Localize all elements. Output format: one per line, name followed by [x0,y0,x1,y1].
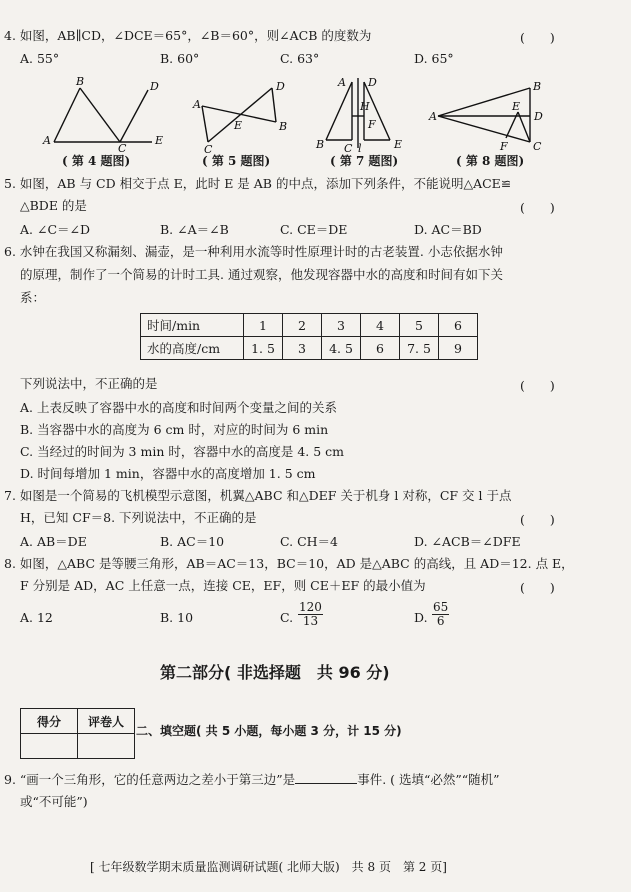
fig7-label-h: H [360,100,370,113]
section-2-title: 第二部分( 非选择题 共 96 分) [160,663,390,682]
fig7-label-d: D [368,76,377,89]
q5-option-c: C. CE＝DE [280,222,348,237]
grader-cell [78,734,135,759]
q7-line2: H，已知 CF＝8. 下列说法中，不正确的是 [20,510,257,525]
fig8-label-a: A [429,110,437,123]
q7-line1: 7. 如图是一个简易的飞机模型示意图，机翼△ABC 和△DEF 关于机身 l 对称，CF 交 l 于点 [4,488,512,503]
fraction-numerator: 65 [433,600,449,614]
table-row [21,709,135,734]
q6-line1: 6. 水钟在我国又称漏刻、漏壶，是一种利用水流等时性原理计时的古老装置. 小志依据水钟 [4,244,503,259]
fig5-label-a: A [193,98,201,111]
fig4-label-a: A [43,134,51,147]
table-cell: 7. 5 [400,337,439,360]
fig7-label-a: A [338,76,346,89]
q7-option-c: C. CH＝4 [280,534,338,549]
q5-option-b: B. ∠A＝∠B [160,222,229,237]
q4-option-d: D. 65° [414,51,454,66]
q5-paren: ( ) [520,200,555,215]
figure-7 [310,76,410,155]
fig4-label-b: B [76,75,85,88]
table-cell: 4 [361,314,400,337]
q9-answer-blank [295,771,357,784]
q8-fraction-c [298,601,323,628]
figure-8 [430,78,550,152]
q5-line2: △BDE 的是 [20,198,87,213]
grader-label: 评卷人 [78,709,135,734]
fig8-label-e: E [512,100,521,113]
q4-stem: 4. 如图，AB∥CD，∠DCE＝65°，∠B＝60°，则∠ACB 的度数为 [4,28,372,43]
q9-post: 事件. ( 选填“必然”“随机” [357,772,500,787]
table-cell: 9 [439,337,478,360]
q4-option-c: C. 63° [280,51,320,66]
q8-fraction-d [432,601,449,628]
q9-pre: 9. “画一个三角形，它的任意两边之差小于第三边”是 [4,772,296,787]
fig4-label-e: E [155,134,164,147]
q8-option-d: D. [414,610,428,625]
table-header-height: 水的高度/cm [141,337,244,360]
q6-option-a: A. 上表反映了容器中水的高度和时间两个变量之间的关系 [20,400,337,415]
q8-line1: 8. 如图，△ABC 是等腰三角形，AB＝AC＝13，BC＝10，AD 是△ABC 的高线，且 AD＝12. 点 E， [4,556,574,571]
q8-option-b: B. 10 [160,610,194,625]
q4-paren: ( ) [520,30,555,45]
q7-paren: ( ) [520,512,555,527]
fig5-label-e: E [234,119,243,132]
fill-in-section-title: 二、填空题( 共 5 小题，每小题 3 分，计 15 分) [136,724,402,738]
fig8-label-f: F [500,140,508,153]
q6-paren: ( ) [520,378,555,393]
fig8-label-c: C [533,140,542,153]
q6-line3: 系： [20,290,46,305]
q8-option-a: A. 12 [20,610,53,625]
fig5-caption: ( 第 5 题图) [202,154,271,168]
score-box [20,708,135,759]
fig4-label-d: D [150,80,159,93]
q6-option-c: C. 当经过的时间为 3 min 时，容器中水的高度是 4. 5 cm [20,444,344,459]
fig8-label-d: D [534,110,543,123]
q8-paren: ( ) [520,580,555,595]
fig5-label-c: C [204,143,213,156]
table-cell: 1. 5 [244,337,283,360]
q9-line2: 或“不可能”) [20,794,88,809]
fig4-label-c: C [118,142,127,155]
fig7-label-b: B [316,138,325,151]
score-label: 得分 [21,709,78,734]
q9-line1 [4,771,500,788]
q6-option-b: B. 当容器中水的高度为 6 cm 时，对应的时间为 6 min [20,422,329,437]
fig5-label-d: D [276,80,285,93]
table-cell: 4. 5 [322,337,361,360]
fig4-caption: ( 第 4 题图) [62,154,131,168]
fig7-label-f: F [368,118,376,131]
table-cell: 6 [361,337,400,360]
fig8-caption: ( 第 8 题图) [456,154,525,168]
table-row [141,337,478,360]
fraction-denominator: 13 [302,614,319,628]
table-cell: 5 [400,314,439,337]
fig5-label-b: B [279,120,288,133]
q6-prompt: 下列说法中，不正确的是 [20,376,158,391]
figure-4 [40,75,170,155]
q5-line1: 5. 如图，AB 与 CD 相交于点 E，此时 E 是 AB 的中点，添加下列条件，不能说明△ACE≌ [4,176,512,191]
q5-option-d: D. AC＝BD [414,222,482,237]
q8-option-c: C. [280,610,294,625]
q4-option-b: B. 60° [160,51,200,66]
q7-option-d: D. ∠ACB＝∠DFE [414,534,521,549]
q8-line2: F 分别是 AD，AC 上任意一点，连接 CE，EF，则 CE＋EF 的最小值为 [20,578,426,593]
table-cell: 3 [283,337,322,360]
q4-option-a: A. 55° [20,51,60,66]
table-cell: 3 [322,314,361,337]
table-cell: 6 [439,314,478,337]
table-cell: 1 [244,314,283,337]
q7-option-b: B. AC＝10 [160,534,225,549]
table-cell: 2 [283,314,322,337]
figure-5 [192,78,292,156]
page-footer: [ 七年级数学期末质量监测调研试题( 北师大版) 共 8 页 第 2 页] [90,860,447,874]
q5-option-a: A. ∠C＝∠D [20,222,91,237]
fig7-label-c: C [344,142,353,155]
fig8-label-b: B [533,80,542,93]
q6-option-d: D. 时间每增加 1 min，容器中水的高度增加 1. 5 cm [20,466,316,481]
q7-option-a: A. AB＝DE [20,534,87,549]
fig7-caption: ( 第 7 题图) [330,154,399,168]
fraction-denominator: 6 [436,614,445,628]
fig7-label-e: E [394,138,403,151]
fraction-numerator: 120 [299,600,322,614]
fig7-label-l: l [358,142,362,155]
score-cell [21,734,78,759]
q6-table [140,313,478,360]
q6-line2: 的原理，制作了一个简易的计时工具. 通过观察，他发现容器中水的高度和时间有如下关 [20,267,503,282]
table-row [21,734,135,759]
table-header-time: 时间/min [141,314,244,337]
table-row [141,314,478,337]
